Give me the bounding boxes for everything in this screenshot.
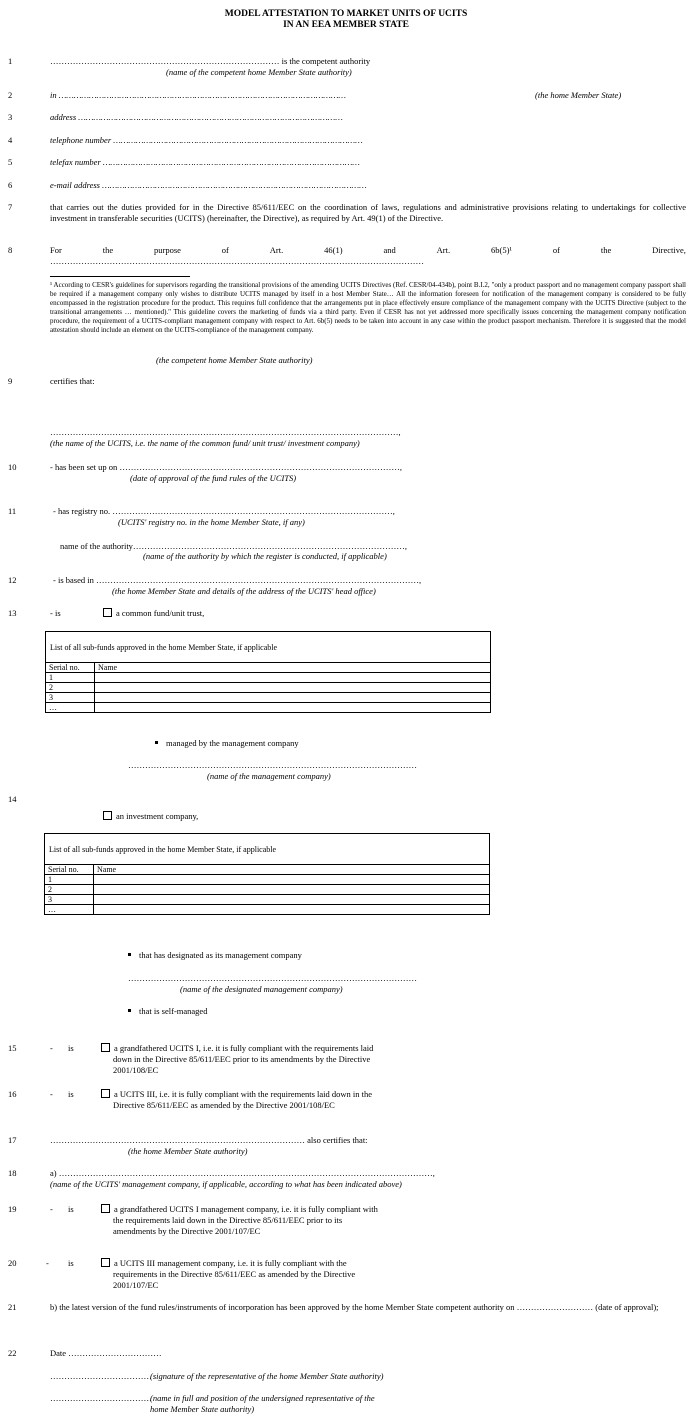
- grandfathered-ucits-line-1: a grandfathered UCITS I, i.e. it is fully compliant with the requirements laid: [114, 1043, 374, 1053]
- table-row: [45, 875, 490, 885]
- is-label: is: [68, 1204, 74, 1214]
- telefax-line: telefax number …………………………………………………………………………………………: [50, 157, 360, 167]
- table-row: [45, 895, 490, 905]
- based-caption: (the home Member State and details of the address of the UCITS' head office): [112, 586, 376, 596]
- table-row: [46, 703, 491, 713]
- based-line: - is based in ……………………………………………………………………………………………………,: [53, 575, 422, 585]
- item-number-15: 15: [8, 1043, 17, 1053]
- common-fund-is: - is: [50, 608, 61, 618]
- ucits-iii-line-1: a UCITS III, i.e. it is fully compliant with the requirements laid down in the: [114, 1089, 373, 1099]
- item-number-14: 14: [8, 794, 17, 804]
- table-header: List of all sub-funds approved in the home Member State, if applicable: [45, 834, 490, 865]
- ucits-iii-line-2: Directive 85/611/EEC as amended by the Directive 2001/108/EC: [113, 1100, 335, 1110]
- dash: -: [46, 1258, 49, 1268]
- grandfathered-mgmt-option: [101, 1204, 378, 1214]
- table-header: List of all sub-funds approved in the home Member State, if applicable: [46, 632, 491, 663]
- item-number-1: 1: [8, 56, 13, 66]
- item-number-16: 16: [8, 1089, 17, 1099]
- dash: -: [50, 1089, 53, 1099]
- serial-cell: 1: [46, 673, 95, 683]
- ucits-iii-mgmt-line-1: a UCITS III management company, i.e. it is fully compliant with the: [114, 1258, 347, 1268]
- bullet-icon: [128, 953, 131, 956]
- item-number-18: 18: [8, 1168, 17, 1178]
- document-title-line-1: MODEL ATTESTATION TO MARKET UNITS OF UCITS: [224, 9, 468, 19]
- footnote-separator: [50, 276, 190, 277]
- fund-rules-paragraph: b) the latest version of the fund rules/instruments of incorporation has been approved by the home Member State competent authority on ……………………… (date of approval);: [50, 1302, 659, 1312]
- serial-cell: 3: [45, 895, 94, 905]
- ucits-name-dots: ……………………………………………………………………………………………………………,: [50, 427, 401, 437]
- name-cell[interactable]: [95, 693, 491, 703]
- registry-authority-caption: (name of the authority by which the register is conducted, if applicable): [143, 551, 387, 561]
- also-certifies-caption: (the home Member State authority): [128, 1146, 248, 1156]
- name-cell[interactable]: [94, 895, 490, 905]
- ucits-iii-mgmt-line-3: 2001/107/EC: [113, 1280, 159, 1290]
- table-row: [46, 683, 491, 693]
- registry-authority-line: name of the authority……………………………………………………………………………………,: [60, 541, 408, 551]
- table-row: [46, 693, 491, 703]
- serial-cell: 2: [45, 885, 94, 895]
- name-cell[interactable]: [94, 885, 490, 895]
- designated-line: [128, 950, 302, 960]
- name-cell[interactable]: [94, 905, 490, 915]
- setup-caption: (date of approval of the fund rules of the UCITS): [130, 473, 297, 483]
- item-number-11: 11: [8, 506, 17, 516]
- item-number-21: 21: [8, 1302, 17, 1312]
- purpose-word: purpose: [153, 245, 181, 255]
- designated-company-caption: (name of the designated management company): [180, 984, 343, 994]
- ucits-iii-checkbox[interactable]: [101, 1089, 110, 1098]
- name-dots: ………………………………: [50, 1393, 152, 1403]
- purpose-word: the: [600, 245, 612, 255]
- item-number-9: 9: [8, 376, 13, 386]
- dash: -: [50, 1043, 53, 1053]
- purpose-word: 46(1): [324, 245, 343, 255]
- management-company-caption: (name of the management company): [207, 771, 331, 781]
- name-cell[interactable]: [95, 683, 491, 693]
- column-header-serial: Serial no.: [46, 663, 95, 673]
- footnote-reference[interactable]: 6b(5)¹: [490, 245, 512, 255]
- telephone-line: telephone number ………………………………………………………………………………………: [50, 135, 363, 145]
- investment-company-subfunds-table: [44, 833, 490, 915]
- investment-company-option: [103, 811, 198, 821]
- column-header-serial: Serial no.: [45, 865, 94, 875]
- footnote-text: ¹ According to CESR's guidelines for supervisors regarding the transitional provisions of the amending UCITS Directives (Ref. CESR/04-434b), point B.I.2, "only a product passport and no management company passport shall be required if a management company only wishes to distribute UCITS managed by itself in a host Member State… All the information foreseen for notification of the management company is considered to be fully encompassed in the registration procedure for the product. This requires full confidence that the arrangements put in place effectively ensure compliance of the management company with the UCITS Directive (subject to the transitional arrangements … mentioned)." This guideline covers the marketing of funds via a third party. Even if CESR has not yet addressed more specifically issues concerning the management company notification procedure, the requirement of a UCITS-compliant management company with respect to Art. 6b(5) needs to be taken into account in any case within the product passport mechanism. Therefore it is suggested that the model attestation should include an element on the UCITS-compliance of the management company.: [50, 281, 686, 334]
- item-number-2: 2: [8, 90, 13, 100]
- grandfathered-mgmt-checkbox[interactable]: [101, 1204, 110, 1213]
- email-line: e-mail address ……………………………………………………………………………………………: [50, 180, 367, 190]
- duties-paragraph: that carries out the duties provided for in the Directive 85/611/EEC on the coordination of laws, regulations and administrative provisions relating to undertakings for collective investment in transferable securities (UCITS) (hereinafter, the Directive), as required by Art. 49(1) of the Directive.: [50, 202, 686, 223]
- designated-label: that has designated as its management company: [139, 950, 302, 960]
- ucits-iii-mgmt-checkbox[interactable]: [101, 1258, 110, 1267]
- investment-company-checkbox[interactable]: [103, 811, 112, 820]
- grandfathered-ucits-line-2: down in the Directive 85/611/EEC prior to its amendments by the Directive: [113, 1054, 371, 1064]
- name-caption-line-2: home Member State authority): [150, 1404, 255, 1414]
- signature-caption: (signature of the representative of the home Member State authority): [150, 1371, 384, 1381]
- purpose-word: For: [50, 245, 62, 255]
- common-fund-subfunds-table: [45, 631, 491, 713]
- item-number-12: 12: [8, 575, 17, 585]
- column-header-name: Name: [95, 663, 491, 673]
- certifies-label: certifies that:: [50, 376, 95, 386]
- address-line: address ……………………………………………………………………………………………: [50, 112, 343, 122]
- dash: -: [50, 1204, 53, 1214]
- item-number-10: 10: [8, 462, 17, 472]
- purpose-word: of: [552, 245, 560, 255]
- item-number-22: 22: [8, 1348, 17, 1358]
- common-fund-label: a common fund/unit trust,: [116, 608, 205, 618]
- member-state-caption: (the home Member State): [535, 90, 622, 100]
- bullet-icon: [128, 1009, 131, 1012]
- item-number-20: 20: [8, 1258, 17, 1268]
- purpose-word: and: [383, 245, 396, 255]
- serial-cell: 1: [45, 875, 94, 885]
- is-label: is: [68, 1258, 74, 1268]
- ucits-iii-option: [101, 1089, 372, 1099]
- serial-cell: 3: [46, 693, 95, 703]
- competent-authority-caption: (the competent home Member State authority): [156, 355, 313, 365]
- is-label: is: [68, 1043, 74, 1053]
- registry-line: - has registry no. ………………………………………………………………………………………,: [53, 506, 395, 516]
- name-cell[interactable]: [94, 875, 490, 885]
- self-managed-label: that is self-managed: [139, 1006, 208, 1016]
- self-managed-line: [128, 1006, 207, 1016]
- also-certifies-line: ……………………………………………………………………………… also certifies that:: [50, 1135, 368, 1145]
- purpose-word: of: [221, 245, 229, 255]
- ucits-iii-mgmt-line-2: requirements in the Directive 85/611/EEC as amended by the Directive: [113, 1269, 356, 1279]
- serial-cell: …: [46, 703, 95, 713]
- purpose-word: Directive,: [652, 245, 686, 255]
- name-caption-line-1: (name in full and position of the undersigned representative of the: [150, 1393, 375, 1403]
- signature-dots: ………………………………: [50, 1371, 152, 1381]
- managed-by-label: managed by the management company: [166, 738, 299, 748]
- name-cell[interactable]: [95, 703, 491, 713]
- item-number-5: 5: [8, 157, 13, 167]
- grandfathered-ucits-line-3: 2001/108/EC: [113, 1065, 159, 1075]
- purpose-word: the: [102, 245, 114, 255]
- item-number-7: 7: [8, 202, 13, 212]
- member-state-line: in ……………………………………………………………………………………………………: [50, 90, 346, 100]
- grandfathered-mgmt-line-1: a grandfathered UCITS I management company, i.e. it is fully compliant with: [114, 1204, 378, 1214]
- ucits-name-caption: (the name of the UCITS, i.e. the name of the common fund/ unit trust/ investment company): [50, 438, 360, 448]
- authority-caption: (name of the competent home Member State authority): [166, 67, 352, 77]
- serial-cell: …: [45, 905, 94, 915]
- item-number-4: 4: [8, 135, 13, 145]
- common-fund-option: [103, 608, 204, 618]
- investment-company-label: an investment company,: [116, 811, 199, 821]
- designated-company-dots: …………………………………………………………………………………………: [128, 973, 417, 983]
- item-number-3: 3: [8, 112, 13, 122]
- table-row: [46, 673, 491, 683]
- registry-caption: (UCITS' registry no. in the home Member State, if any): [118, 517, 305, 527]
- management-company-name-line: a) ……………………………………………………………………………………………………………………,: [50, 1168, 435, 1178]
- grandfathered-ucits-option: [101, 1043, 373, 1053]
- grandfathered-mgmt-line-2: the requirements laid down in the Directive 85/611/EEC prior to its: [113, 1215, 343, 1225]
- grandfathered-mgmt-line-3: amendments by the Directive 2001/107/EC: [113, 1226, 261, 1236]
- common-fund-checkbox[interactable]: [103, 608, 112, 617]
- setup-line: - has been set up on ………………………………………………………………………………………,: [50, 462, 403, 472]
- column-header-name: Name: [94, 865, 490, 875]
- date-line: Date ……………………………: [50, 1348, 162, 1358]
- purpose-word: Art.: [269, 245, 284, 255]
- item-number-17: 17: [8, 1135, 17, 1145]
- table-row: [45, 885, 490, 895]
- item-number-13: 13: [8, 608, 17, 618]
- purpose-word: Art.: [436, 245, 451, 255]
- management-company-name-caption: (name of the UCITS' management company, if applicable, according to what has been indicated above): [50, 1179, 402, 1189]
- name-cell[interactable]: [95, 673, 491, 683]
- serial-cell: 2: [46, 683, 95, 693]
- purpose-dots: ……………………………………………………………………………………………………………………: [50, 256, 424, 266]
- bullet-icon: [155, 741, 158, 744]
- management-company-dots: …………………………………………………………………………………………: [128, 760, 417, 770]
- table-row: [45, 905, 490, 915]
- item-number-19: 19: [8, 1204, 17, 1214]
- ucits-iii-mgmt-option: [101, 1258, 347, 1268]
- grandfathered-ucits-checkbox[interactable]: [101, 1043, 110, 1052]
- managed-by-line: [155, 738, 299, 748]
- is-label: is: [68, 1089, 74, 1099]
- item-number-8: 8: [8, 245, 13, 255]
- authority-line: ……………………………………………………………………… is the competent authority: [50, 56, 371, 66]
- document-title-line-2: IN AN EEA MEMBER STATE: [283, 20, 409, 30]
- item-number-6: 6: [8, 180, 13, 190]
- purpose-line: [50, 245, 686, 255]
